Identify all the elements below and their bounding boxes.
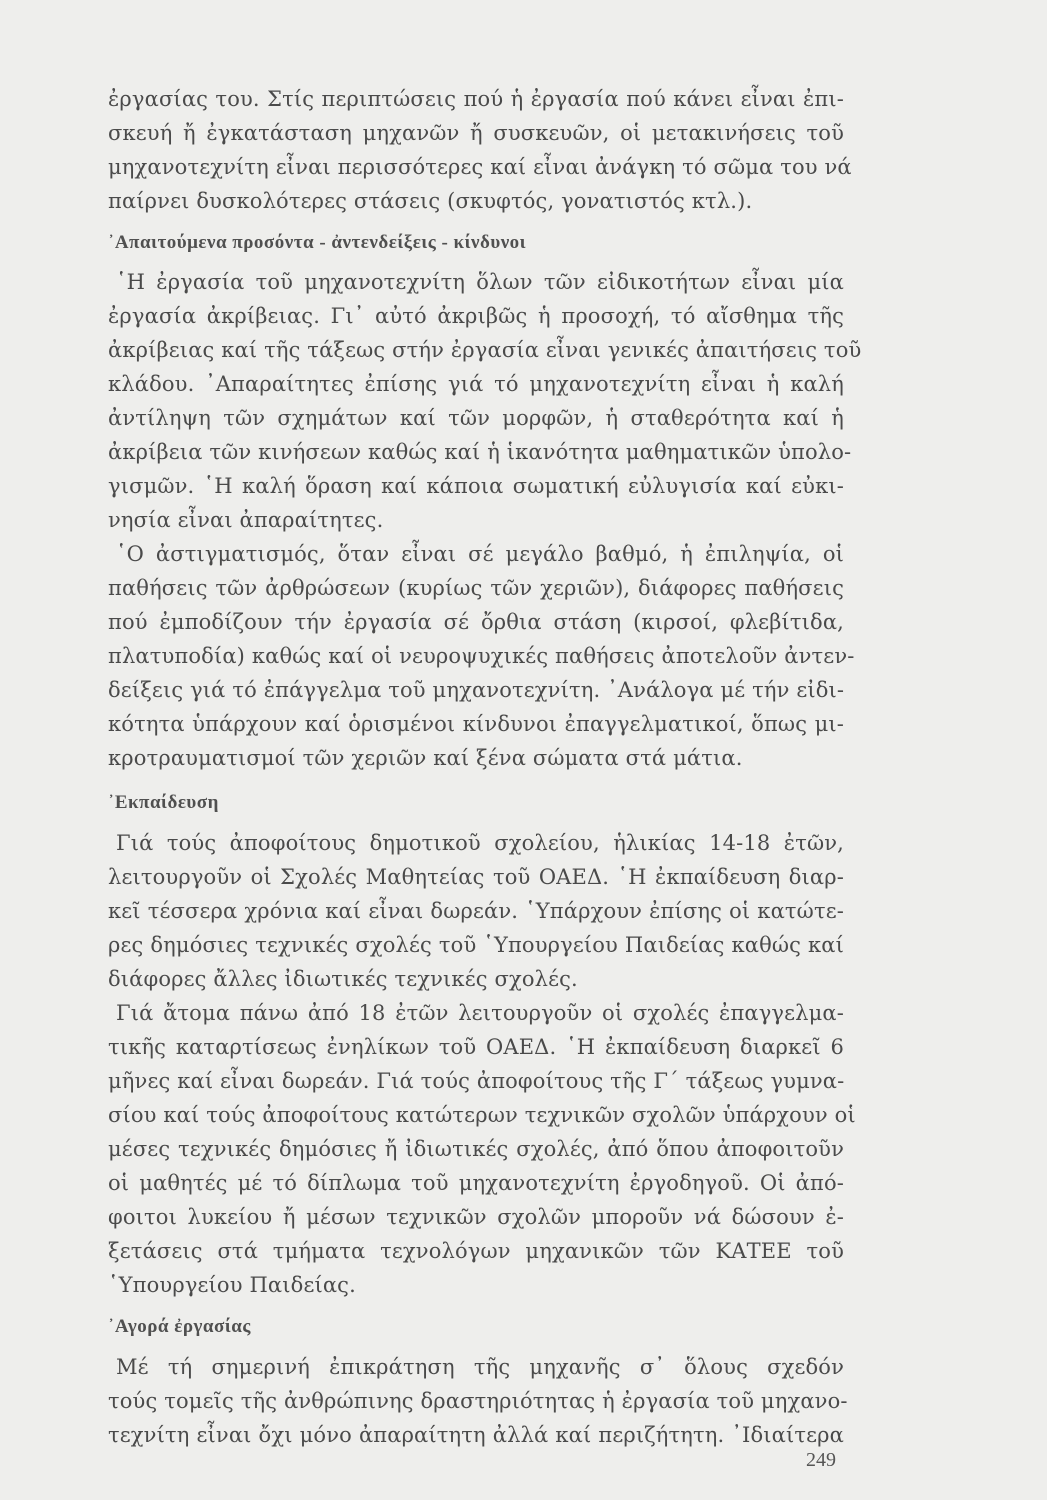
- intro-line: ἐργασίας του. Στίς περιπτώσεις πού ἡ ἐργασία πού κάνει εἶναι ἐπι-: [108, 87, 844, 111]
- section-line: Γιά ἄτομα πάνω ἀπό 18 ἐτῶν λειτουργοῦν οἱ σχολές ἐπαγγελμα-: [116, 1001, 844, 1025]
- section-line: κροτραυματισμοί τῶν χεριῶν καί ξένα σώματα στά μάτια.: [108, 746, 743, 770]
- section-line: οἱ μαθητές μέ τό δίπλωμα τοῦ μηχανοτεχνίτη ἐργοδηγοῦ. Οἱ ἀπό-: [108, 1171, 844, 1195]
- section-line: ρες δημόσιες τεχνικές σχολές τοῦ ῾Υπουργείου Παιδείας καθώς καί: [108, 933, 844, 957]
- section-line: ἀκρίβειας καί τῆς τάξεως στήν ἐργασία εἶναι γενικές ἀπαιτήσεις τοῦ: [108, 338, 862, 362]
- section-line: κότητα ὑπάρχουν καί ὁρισμένοι κίνδυνοι ἐπαγγελματικοί, ὅπως μι-: [108, 712, 844, 736]
- section-line: διάφορες ἄλλες ἰδιωτικές τεχνικές σχολές.: [108, 967, 578, 991]
- section-line: μῆνες καί εἶναι δωρεάν. Γιά τούς ἀποφοίτους τῆς Γ΄ τάξεως γυμνα-: [108, 1069, 845, 1093]
- section-line: σίου καί τούς ἀποφοίτους κατώτερων τεχνικῶν σχολῶν ὑπάρχουν οἱ: [108, 1103, 856, 1127]
- intro-line: μηχανοτεχνίτη εἶναι περισσότερες καί εἶναι ἀνάγκη τό σῶμα του νά: [108, 155, 852, 179]
- section-line: λειτουργοῦν οἱ Σχολές Μαθητείας τοῦ ΟΑΕΔ. ῾Η ἐκπαίδευση διαρ-: [108, 865, 844, 889]
- section-line: τούς τομεῖς τῆς ἀνθρώπινης δραστηριότητας ἡ ἐργασία τοῦ μηχανο-: [108, 1389, 848, 1413]
- section-line: μέσες τεχνικές δημόσιες ἤ ἰδιωτικές σχολές, ἀπό ὅπου ἀποφοιτοῦν: [108, 1137, 844, 1161]
- section-heading-education: ᾿Εκπαίδευση: [108, 792, 219, 813]
- section-line: πλατυποδία) καθώς καί οἱ νευροψυχικές παθήσεις ἀποτελοῦν ἀντεν-: [108, 644, 855, 668]
- intro-line: παίρνει δυσκολότερες στάσεις (σκυφτός, γονατιστός κτλ.).: [108, 189, 753, 213]
- section-line: φοιτοι λυκείου ἤ μέσων τεχνικῶν σχολῶν μποροῦν νά δώσουν ἐ-: [108, 1205, 844, 1229]
- section-line: τεχνίτη εἶναι ὄχι μόνο ἀπαραίτητη ἀλλά καί περιζήτητη. ᾿Ιδιαίτερα: [108, 1423, 844, 1447]
- section-line: πού ἐμποδίζουν τήν ἐργασία σέ ὄρθια στάση (κιρσοί, φλεβίτιδα,: [108, 610, 844, 634]
- section-line: ξετάσεις στά τμήματα τεχνολόγων μηχανικῶν τῶν ΚΑΤΕΕ τοῦ: [108, 1239, 844, 1263]
- section-line: ἀντίληψη τῶν σχημάτων καί τῶν μορφῶν, ἡ σταθερότητα καί ἡ: [108, 406, 844, 430]
- section-line: γισμῶν. ῾Η καλή ὅραση καί κάποια σωματική εὐλυγισία καί εὐκι-: [108, 474, 844, 498]
- section-line: παθήσεις τῶν ἀρθρώσεων (κυρίως τῶν χεριῶν), διάφορες παθήσεις: [108, 576, 844, 600]
- section-line: δείξεις γιά τό ἐπάγγελμα τοῦ μηχανοτεχνίτη. ᾿Ανάλογα μέ τήν εἰδι-: [108, 678, 845, 702]
- section-line: κλάδου. ᾿Απαραίτητες ἐπίσης γιά τό μηχανοτεχνίτη εἶναι ἡ καλή: [108, 372, 844, 396]
- section-line: Μέ τή σημερινή ἐπικράτηση τῆς μηχανῆς σ᾿ ὅλους σχεδόν: [116, 1355, 844, 1379]
- section-line: κεῖ τέσσερα χρόνια καί εἶναι δωρεάν. ῾Υπάρχουν ἐπίσης οἱ κατώτε-: [108, 899, 844, 923]
- page-number: 249: [806, 1449, 836, 1471]
- section-line: ῾Υπουργείου Παιδείας.: [108, 1273, 356, 1297]
- section-line: ἀκρίβεια τῶν κινήσεων καθώς καί ἡ ἱκανότητα μαθηματικῶν ὑπολο-: [108, 440, 852, 464]
- section-line: Γιά τούς ἀποφοίτους δημοτικοῦ σχολείου, ἡλικίας 14-18 ἐτῶν,: [116, 831, 844, 855]
- section-heading-job-market: ᾿Αγορά ἐργασίας: [108, 1316, 251, 1337]
- intro-line: σκευή ἤ ἐγκατάσταση μηχανῶν ἤ συσκευῶν, οἱ μετακινήσεις τοῦ: [108, 121, 844, 145]
- section-line: νησία εἶναι ἀπαραίτητες.: [108, 508, 384, 532]
- section-line: ἐργασία ἀκρίβειας. Γι᾿ αὐτό ἀκριβῶς ἡ προσοχή, τό αἴσθημα τῆς: [108, 304, 844, 328]
- section-heading-qualifications: ᾿Απαιτούμενα προσόντα - ἀντενδείξεις - κίνδυνοι: [108, 232, 527, 253]
- section-line: τικῆς καταρτίσεως ἐνηλίκων τοῦ ΟΑΕΔ. ῾Η ἐκπαίδευση διαρκεῖ 6: [108, 1035, 844, 1059]
- section-line: ῾Ο ἀστιγματισμός, ὅταν εἶναι σέ μεγάλο βαθμό, ἡ ἐπιληψία, οἱ: [116, 542, 844, 566]
- section-line: ῾Η ἐργασία τοῦ μηχανοτεχνίτη ὅλων τῶν εἰδικοτήτων εἶναι μία: [116, 270, 844, 294]
